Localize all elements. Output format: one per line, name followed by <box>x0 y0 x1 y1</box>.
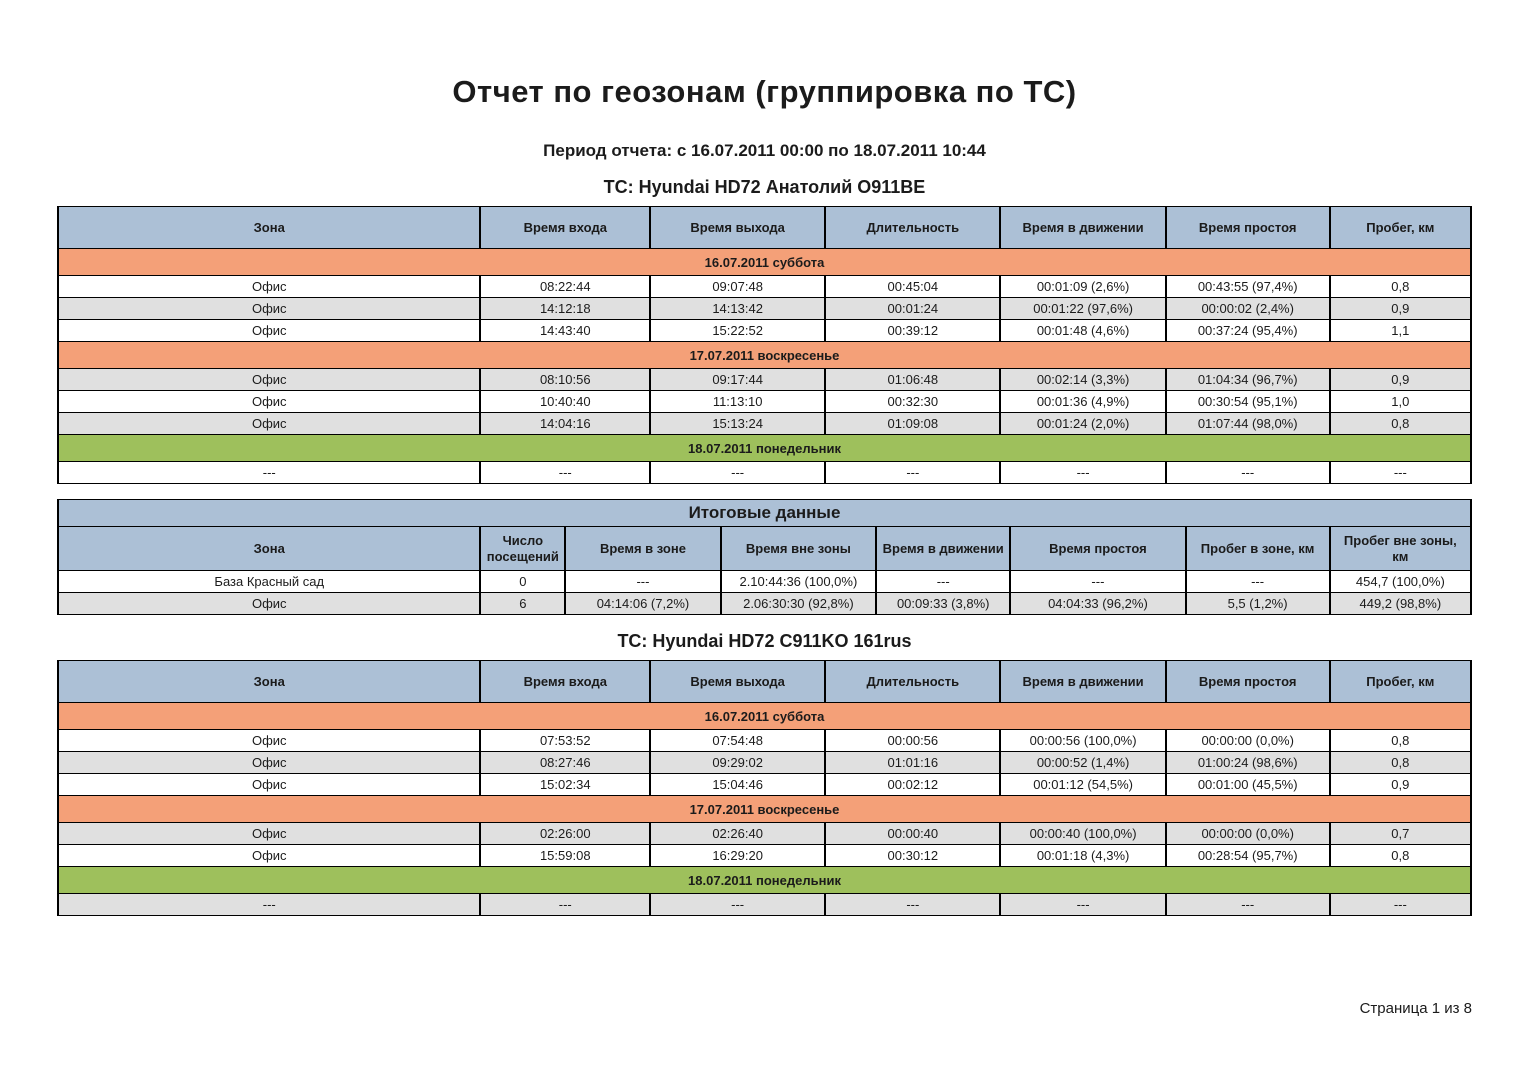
table-row <box>58 845 1471 867</box>
table-cell: 0,8 <box>1330 276 1471 298</box>
table-cell: 00:01:18 (4,3%) <box>1000 845 1165 867</box>
table-cell: 00:00:56 (100,0%) <box>1000 730 1165 752</box>
day-band-row <box>58 703 1471 730</box>
table-cell: 0,8 <box>1330 413 1471 435</box>
table-cell: 15:04:46 <box>650 774 825 796</box>
header-row <box>58 207 1471 249</box>
page-number: Страница 1 из 8 <box>1359 1000 1472 1017</box>
table-cell: 15:22:52 <box>650 320 825 342</box>
table-cell: 0,8 <box>1330 845 1471 867</box>
table-cell: 01:00:24 (98,6%) <box>1166 752 1330 774</box>
table-cell: 01:06:48 <box>825 369 1000 391</box>
day-band-row <box>58 342 1471 369</box>
column-header: Длительность <box>825 661 1000 703</box>
table-cell: 00:00:40 (100,0%) <box>1000 823 1165 845</box>
table-cell: 0,7 <box>1330 823 1471 845</box>
table-cell: 07:53:52 <box>480 730 650 752</box>
column-header: Время вне зоны <box>721 527 876 571</box>
column-header: Зона <box>58 207 480 249</box>
column-header: Зона <box>58 527 480 571</box>
column-header: Время входа <box>480 661 650 703</box>
column-header: Время простоя <box>1010 527 1185 571</box>
table-cell: Офис <box>58 823 480 845</box>
column-header: Число посещений <box>480 527 565 571</box>
table-cell: 5,5 (1,2%) <box>1186 593 1330 615</box>
geofence-detail-table <box>57 660 1472 916</box>
table-cell: --- <box>1166 894 1330 916</box>
table-cell: --- <box>825 894 1000 916</box>
table-cell: 00:09:33 (3,8%) <box>876 593 1010 615</box>
day-band-label: 17.07.2011 воскресенье <box>58 796 1471 823</box>
day-band-row <box>58 796 1471 823</box>
table-cell: 00:30:12 <box>825 845 1000 867</box>
day-band-row <box>58 867 1471 894</box>
table-cell: Офис <box>58 369 480 391</box>
table-row <box>58 823 1471 845</box>
table-cell: База Красный сад <box>58 571 480 593</box>
table-cell: Офис <box>58 320 480 342</box>
table-cell: --- <box>650 894 825 916</box>
table-cell: 00:01:24 <box>825 298 1000 320</box>
table-cell: 00:00:02 (2,4%) <box>1166 298 1330 320</box>
table-cell: Офис <box>58 413 480 435</box>
table-cell: --- <box>650 462 825 484</box>
table-row <box>58 593 1471 615</box>
column-header: Время простоя <box>1166 207 1330 249</box>
summary-table <box>57 499 1472 615</box>
table-cell: 00:01:09 (2,6%) <box>1000 276 1165 298</box>
table-cell: Офис <box>58 593 480 615</box>
table-cell: 00:32:30 <box>825 391 1000 413</box>
table-cell: --- <box>876 571 1010 593</box>
table-cell: 04:14:06 (7,2%) <box>565 593 720 615</box>
table-cell: 08:22:44 <box>480 276 650 298</box>
table-cell: 08:10:56 <box>480 369 650 391</box>
table-cell: --- <box>1330 462 1471 484</box>
table-row <box>58 391 1471 413</box>
table-row <box>58 730 1471 752</box>
table-cell: Офис <box>58 391 480 413</box>
column-header: Пробег в зоне, км <box>1186 527 1330 571</box>
table-cell: 01:01:16 <box>825 752 1000 774</box>
table-cell: 454,7 (100,0%) <box>1330 571 1471 593</box>
header-row <box>58 661 1471 703</box>
vehicle-title: ТС: Hyundai HD72 Анатолий О911ВЕ <box>603 177 926 197</box>
geofence-detail-table <box>57 206 1472 484</box>
day-band-label: 16.07.2011 суббота <box>58 249 1471 276</box>
table-cell: 09:07:48 <box>650 276 825 298</box>
table-cell: 0,8 <box>1330 730 1471 752</box>
table-cell: 449,2 (98,8%) <box>1330 593 1471 615</box>
table-cell: 2.06:30:30 (92,8%) <box>721 593 876 615</box>
vehicle-title: ТС: Hyundai HD72 C911KO 161rus <box>617 631 912 651</box>
column-header: Пробег вне зоны, км <box>1330 527 1471 571</box>
table-cell: 0,9 <box>1330 298 1471 320</box>
table-cell: 00:00:56 <box>825 730 1000 752</box>
table-cell: 00:37:24 (95,4%) <box>1166 320 1330 342</box>
table-row <box>58 276 1471 298</box>
table-cell: 01:04:34 (96,7%) <box>1166 369 1330 391</box>
table-cell: 11:13:10 <box>650 391 825 413</box>
table-cell: 04:04:33 (96,2%) <box>1010 593 1185 615</box>
report-title: Отчет по геозонам (группировка по ТС) <box>452 74 1077 109</box>
table-cell: 00:01:22 (97,6%) <box>1000 298 1165 320</box>
table-cell: 00:00:00 (0,0%) <box>1166 730 1330 752</box>
table-cell: 1,1 <box>1330 320 1471 342</box>
column-header: Время простоя <box>1166 661 1330 703</box>
table-cell: Офис <box>58 276 480 298</box>
table-cell: 01:07:44 (98,0%) <box>1166 413 1330 435</box>
table-cell: --- <box>565 571 720 593</box>
table-cell: 07:54:48 <box>650 730 825 752</box>
column-header: Время в движении <box>876 527 1010 571</box>
table-cell: --- <box>1010 571 1185 593</box>
table-cell: 14:43:40 <box>480 320 650 342</box>
column-header: Длительность <box>825 207 1000 249</box>
table-cell: --- <box>1000 894 1165 916</box>
column-header: Пробег, км <box>1330 661 1471 703</box>
table-cell: Офис <box>58 752 480 774</box>
table-cell: 0,9 <box>1330 369 1471 391</box>
column-header: Пробег, км <box>1330 207 1471 249</box>
table-cell: 14:12:18 <box>480 298 650 320</box>
table-cell: 00:01:12 (54,5%) <box>1000 774 1165 796</box>
table-cell: --- <box>825 462 1000 484</box>
table-cell: Офис <box>58 774 480 796</box>
table-cell: 00:45:04 <box>825 276 1000 298</box>
table-cell: 08:27:46 <box>480 752 650 774</box>
table-row <box>58 894 1471 916</box>
summary-title: Итоговые данные <box>58 500 1471 527</box>
table-row <box>58 462 1471 484</box>
table-cell: 14:13:42 <box>650 298 825 320</box>
table-cell: --- <box>1186 571 1330 593</box>
column-header: Время в движении <box>1000 661 1165 703</box>
report-period: Период отчета: с 16.07.2011 00:00 по 18.07.2011 10:44 <box>543 141 986 160</box>
report-body <box>0 177 1529 916</box>
day-band-label: 18.07.2011 понедельник <box>58 867 1471 894</box>
table-cell: --- <box>58 462 480 484</box>
table-cell: 09:17:44 <box>650 369 825 391</box>
table-cell: 00:01:48 (4,6%) <box>1000 320 1165 342</box>
table-cell: 01:09:08 <box>825 413 1000 435</box>
day-band-row <box>58 435 1471 462</box>
table-row <box>58 774 1471 796</box>
table-cell: 00:39:12 <box>825 320 1000 342</box>
table-cell: 00:00:00 (0,0%) <box>1166 823 1330 845</box>
table-cell: 0,8 <box>1330 752 1471 774</box>
table-cell: 16:29:20 <box>650 845 825 867</box>
header-row <box>58 527 1471 571</box>
table-cell: 00:00:40 <box>825 823 1000 845</box>
table-cell: 0 <box>480 571 565 593</box>
table-row <box>58 752 1471 774</box>
table-cell: 15:13:24 <box>650 413 825 435</box>
table-cell: Офис <box>58 298 480 320</box>
column-header: Время в движении <box>1000 207 1165 249</box>
day-band-row <box>58 249 1471 276</box>
table-row <box>58 369 1471 391</box>
table-cell: 00:30:54 (95,1%) <box>1166 391 1330 413</box>
column-header: Время выхода <box>650 207 825 249</box>
table-cell: 2.10:44:36 (100,0%) <box>721 571 876 593</box>
column-header: Зона <box>58 661 480 703</box>
table-cell: --- <box>480 462 650 484</box>
table-cell: 10:40:40 <box>480 391 650 413</box>
column-header: Время в зоне <box>565 527 720 571</box>
table-cell: 00:02:12 <box>825 774 1000 796</box>
table-cell: 0,9 <box>1330 774 1471 796</box>
table-cell: --- <box>1330 894 1471 916</box>
table-cell: 00:01:36 (4,9%) <box>1000 391 1165 413</box>
table-cell: 02:26:00 <box>480 823 650 845</box>
table-cell: 14:04:16 <box>480 413 650 435</box>
table-cell: --- <box>480 894 650 916</box>
table-cell: Офис <box>58 845 480 867</box>
day-band-label: 17.07.2011 воскресенье <box>58 342 1471 369</box>
column-header: Время выхода <box>650 661 825 703</box>
summary-title-row <box>58 500 1471 527</box>
table-cell: --- <box>1166 462 1330 484</box>
table-cell: 00:02:14 (3,3%) <box>1000 369 1165 391</box>
table-cell: 00:00:52 (1,4%) <box>1000 752 1165 774</box>
table-cell: --- <box>58 894 480 916</box>
column-header: Время входа <box>480 207 650 249</box>
table-cell: 15:59:08 <box>480 845 650 867</box>
table-row <box>58 413 1471 435</box>
table-cell: 00:28:54 (95,7%) <box>1166 845 1330 867</box>
table-row <box>58 320 1471 342</box>
table-cell: 00:01:00 (45,5%) <box>1166 774 1330 796</box>
table-cell: 15:02:34 <box>480 774 650 796</box>
table-cell: 09:29:02 <box>650 752 825 774</box>
table-cell: 1,0 <box>1330 391 1471 413</box>
day-band-label: 18.07.2011 понедельник <box>58 435 1471 462</box>
table-cell: 02:26:40 <box>650 823 825 845</box>
table-cell: --- <box>1000 462 1165 484</box>
table-cell: 6 <box>480 593 565 615</box>
table-row <box>58 298 1471 320</box>
table-cell: 00:43:55 (97,4%) <box>1166 276 1330 298</box>
day-band-label: 16.07.2011 суббота <box>58 703 1471 730</box>
table-row <box>58 571 1471 593</box>
table-cell: 00:01:24 (2,0%) <box>1000 413 1165 435</box>
table-cell: Офис <box>58 730 480 752</box>
